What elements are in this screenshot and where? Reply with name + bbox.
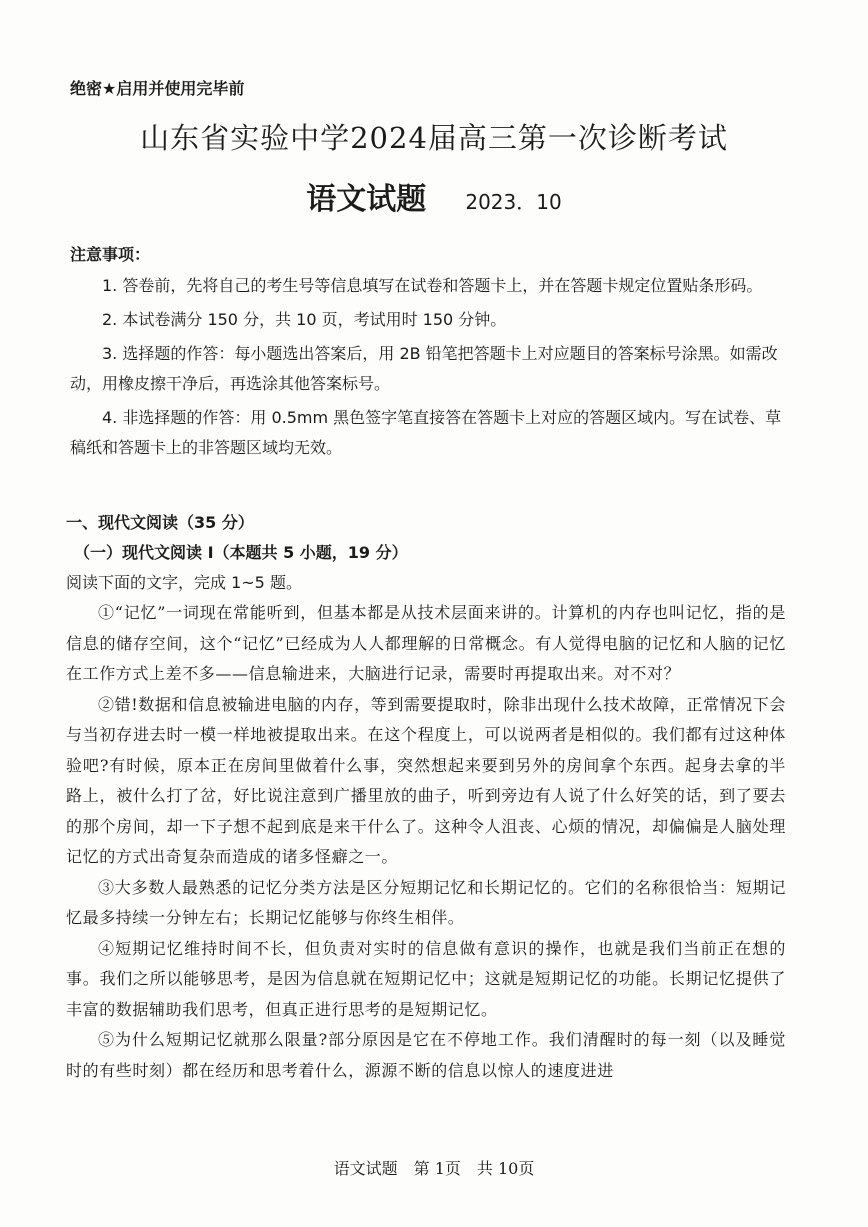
notice-heading: 注意事项： bbox=[70, 245, 151, 264]
notice-item: 1. 答卷前，先将自己的考生号等信息填写在试卷和答题卡上，并在答题卡规定位置贴条形码。 bbox=[102, 276, 763, 295]
passage-paragraph: ①“记忆”一词现在常能听到，但基本都是从技术层面来讲的。计算机的内存也叫记忆，指的是信息的储存空间，这个“记忆”已经成为人人都理解的日常概念。有人觉得电脑的记忆和人脑的记忆在工作方式上差不多——信息输进来，大脑进行记录，需要时再提取出来。对不对？ bbox=[66, 603, 786, 683]
reading-instruction: 阅读下面的文字，完成 1~5 题。 bbox=[66, 573, 302, 592]
notice-item: 3. 选择题的作答：每小题选出答案后，用 2B 铅笔把答题卡上对应题目的答案标号涂黑。如需改动，用橡皮擦干净后，再选涂其他答案标号。 bbox=[70, 344, 778, 393]
page-footer: 语文试题 第 1页 共 10页 bbox=[333, 1159, 535, 1178]
subject-line bbox=[0, 174, 868, 218]
section-heading: 一、现代文阅读（35 分） bbox=[66, 513, 254, 532]
exam-date: 2023．10 bbox=[465, 190, 562, 214]
subsection-heading: （一）现代文阅读 I（本题共 5 小题，19 分） bbox=[74, 543, 408, 562]
confidential-label: 绝密★启用并使用完毕前 bbox=[70, 79, 245, 98]
passage-paragraph: ②错!数据和信息被输进电脑的内存，等到需要提取时，除非出现什么技术故障，正常情况下会与当初存进去时一模一样地被提取出来。在这个程度上，可以说两者是相似的。我们都有过这种体验吧?有时候，原本正在房间里做着什么事，突然想起来要到另外的房间拿个东西。起身去拿的半路上，被什么打了岔，好比说注意到广播里放的曲子，听到旁边有人说了什么好笑的话，到了要去的那个房间，却一下子想不起到底是来干什么了。这种令人沮丧、心烦的情况，却偏偏是人脑处理记忆的方式出奇复杂而造成的诸多怪癖之一。 bbox=[66, 694, 786, 866]
exam-title: 山东省实验中学2024届高三第一次诊断考试 bbox=[140, 121, 728, 155]
passage-paragraph: ④短期记忆维持时间不长，但负责对实时的信息做有意识的操作，也就是我们当前正在想的事。我们之所以能够思考，是因为信息就在短期记忆中；这就是短期记忆的功能。长期记忆提供了丰富的数据辅助我们思考，但真正进行思考的是短期记忆。 bbox=[66, 938, 786, 1019]
passage-paragraph: ⑤为什么短期记忆就那么限量?部分原因是它在不停地工作。我们清醒时的每一刻（以及睡觉时的有些时刻）都在经历和思考着什么，源源不断的信息以惊人的速度进进 bbox=[66, 1030, 786, 1080]
notice-item: 4. 非选择题的作答：用 0.5mm 黑色签字笔直接答在答题卡上对应的答题区域内。写在试卷、草稿纸和答题卡上的非答题区域均无效。 bbox=[70, 408, 782, 457]
passage-paragraph: ③大多数人最熟悉的记忆分类方法是区分短期记忆和长期记忆的。它们的名称很恰当：短期记忆最多持续一分钟左右；长期记忆能够与你终生相伴。 bbox=[66, 877, 786, 927]
reading-section bbox=[66, 508, 786, 1086]
notice-section bbox=[70, 242, 786, 467]
subject-title: 语文试题 bbox=[306, 182, 427, 217]
notice-item: 2. 本试卷满分 150 分，共 10 页，考试用时 150 分钟。 bbox=[102, 310, 507, 329]
